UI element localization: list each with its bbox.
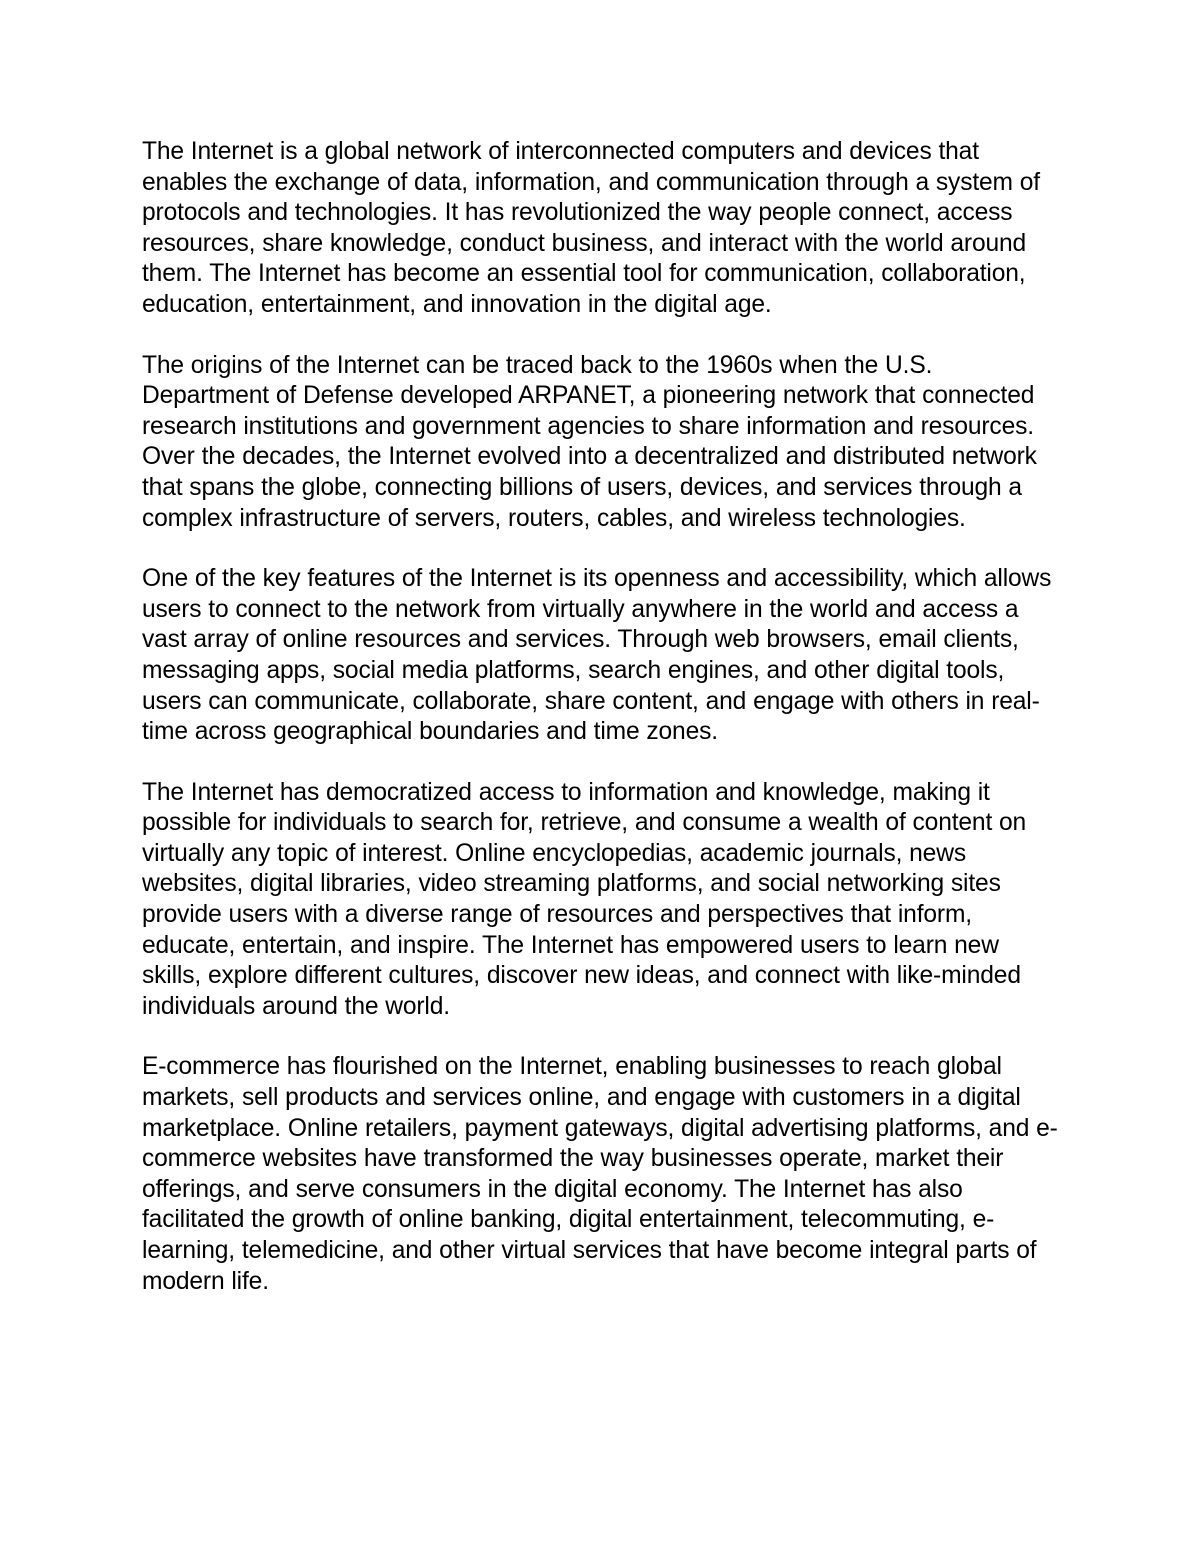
paragraph-intro-definition: The Internet is a global network of interconnected computers and devices that enables the exchange of data, information, and communication through a system of protocols and technologies. It has revolutionized the way people connect, access resources, share knowledge, conduct business, and interact with the world around them. The Internet has become an essential tool for communication, collaboration, education, entertainment, and innovation in the digital age. [142,138,1040,318]
paragraph-democratized-access: The Internet has democratized access to information and knowledge, making it possible for individuals to search for, retrieve, and consume a wealth of content on virtually any topic of interest. Online encyclopedias, academic journals, news websites, digital libraries, video streaming platforms, and social networking sites provide users with a diverse range of resources and perspectives that inform, educate, entertain, and inspire. The Internet has empowered users to learn new skills, explore different cultures, discover new ideas, and connect with like-minded individuals around the world. [142,778,1027,1020]
paragraph-origins-history: The origins of the Internet can be traced back to the 1960s when the U.S. Department of Defense developed ARPANET, a pioneering network that connected research institutions and government agencies to share information and resources. Over the decades, the Internet evolved into a decentralized and distributed network that spans the globe, connecting billions of users, devices, and services through a complex infrastructure of servers, routers, cables, and wireless technologies. [142,351,1037,532]
paragraph-openness-accessibility: One of the key features of the Internet is its openness and accessibility, which allows users to connect to the network from virtually anywhere in the world and access a vast array of online resources and services. Through web browsers, email clients, messaging apps, social media platforms, search engines, and other digital tools, users can communicate, collaborate, share content, and engage with others in real-time across geographical boundaries and time zones. [142,565,1052,746]
document-body [142,137,1060,1297]
paragraph-ecommerce: E-commerce has flourished on the Internet, enabling businesses to reach global markets, sell products and services online, and engage with customers in a digital marketplace. Online retailers, payment gateways, digital advertising platforms, and e-commerce websites have transformed the way businesses operate, market their offerings, and serve consumers in the digital economy. The Internet has also facilitated the growth of online banking, digital entertainment, telecommuting, e-learning, telemedicine, and other virtual services that have become integral parts of modern life. [142,1053,1058,1295]
